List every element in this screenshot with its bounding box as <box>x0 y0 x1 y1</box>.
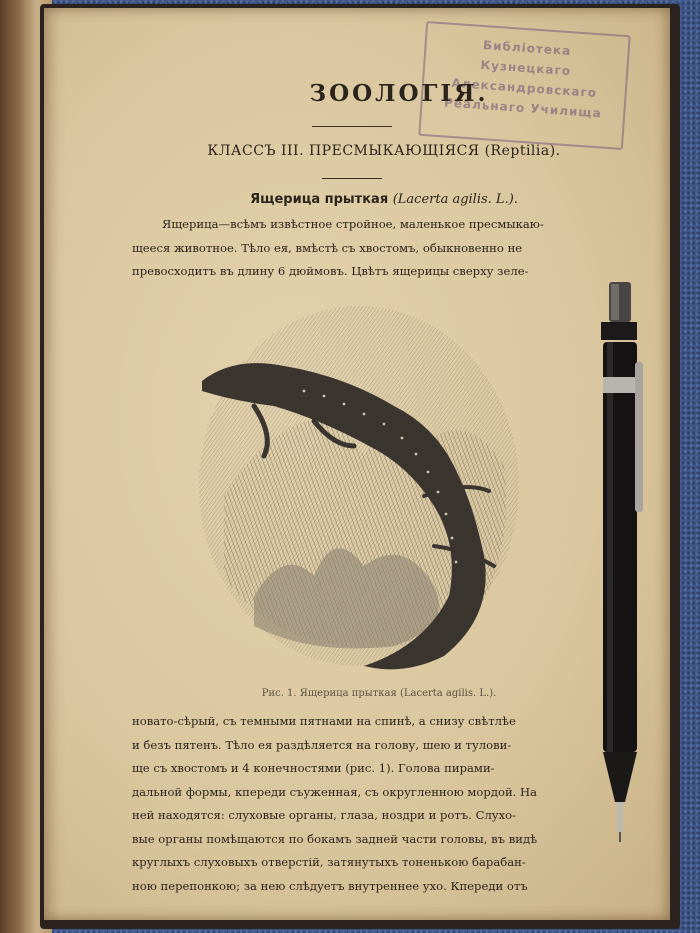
text-line: и безъ пятенъ. Тѣло ея раздѣляется на голову, шею и тулови- <box>132 737 512 752</box>
page-title: ЗООЛОГІЯ. <box>309 80 489 107</box>
lizard-engraving-icon <box>194 296 524 676</box>
intro-paragraph <box>132 213 642 284</box>
class-heading: КЛАССЪ III. ПРЕСМЫКАЮЩІЯСЯ (Reptilia). <box>207 143 561 159</box>
text-line: Ящерица—всѣмъ извѣстное стройное, маленькое пресмыкаю- <box>162 217 544 231</box>
text-line: ною перепонкою; за нею слѣдуетъ внутреннее ухо. Кпереди отъ <box>132 878 528 893</box>
class-rule <box>322 178 382 179</box>
title-rule <box>312 126 392 127</box>
stamp-line: Реальнаго Училища <box>443 95 603 121</box>
stamp-line: Кузнецкаго <box>479 57 572 79</box>
text-line: ще съ хвостомъ и 4 конечностями (рис. 1). Голова пирами- <box>132 761 495 775</box>
text-line: новато-сѣрый, съ темными пятнами на спинѣ, а снизу свѣтлѣе <box>132 714 516 728</box>
text-line: превосходитъ въ длину 6 дюймовъ. Цвѣтъ ящерицы сверху зеле- <box>132 264 529 278</box>
section-heading-latin: (Lacerta agilis. L.). <box>392 192 518 207</box>
text-line: ней находятся: слуховые органы, глаза, ноздри и ротъ. Слухо- <box>132 808 517 822</box>
text-line: вые органы помѣщаются по бокамъ задней части головы, въ видѣ <box>132 831 538 846</box>
text-line: дальной формы, кпереди съуженная, съ округленною мордой. На <box>132 784 538 799</box>
section-heading-russian: Ящерица прыткая <box>250 192 389 207</box>
book-page <box>44 8 670 920</box>
mechanical-pencil-icon <box>595 282 657 842</box>
text-line: щееся животное. Тѣло ея, вмѣстѣ съ хвостомъ, обыкновенно не <box>132 240 523 255</box>
text-line: круглыхъ слуховыхъ отверстій, затянутыхъ тоненькою барабан- <box>132 855 526 869</box>
section-heading <box>164 192 604 207</box>
figure-caption: Рис. 1. Ящерица прыткая (Lacerta agilis. L.). <box>261 688 497 699</box>
body-paragraph <box>132 710 642 898</box>
stamp-line: Александровскаго <box>451 75 598 101</box>
stamp-line: Библіотека <box>482 38 572 59</box>
